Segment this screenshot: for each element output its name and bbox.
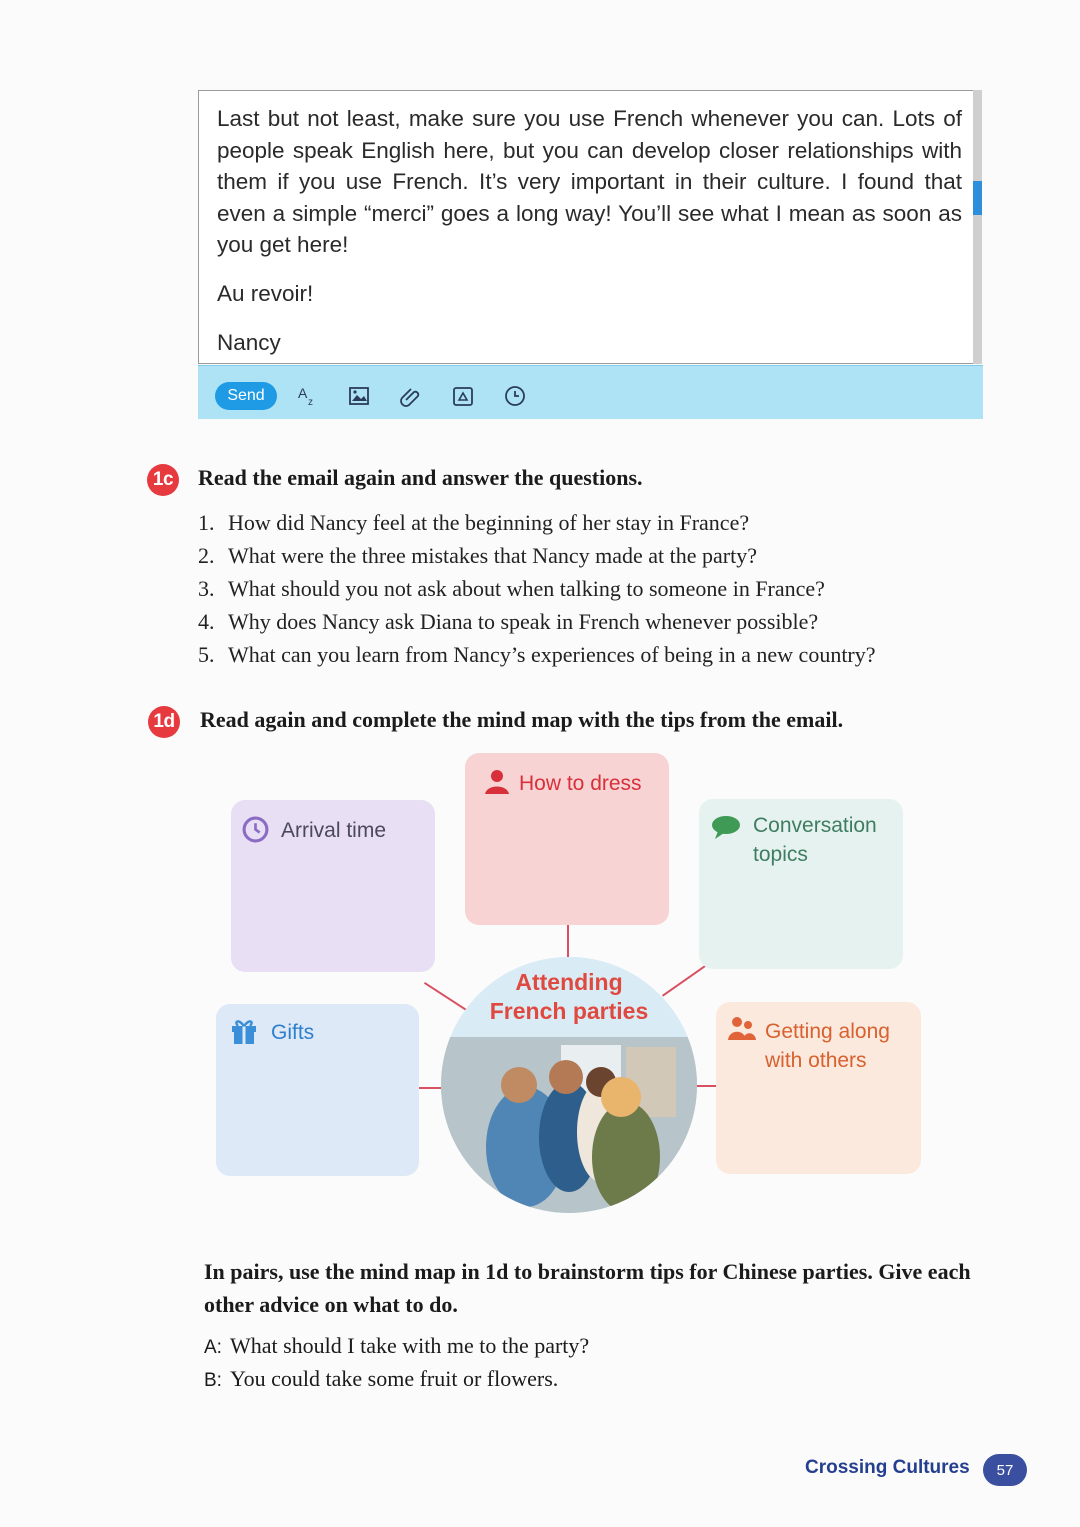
page-number-badge: 57 xyxy=(983,1454,1027,1486)
connector-line xyxy=(567,924,569,958)
dialog-line-b xyxy=(204,1366,558,1392)
arrival-time-label: Arrival time xyxy=(281,819,387,842)
conversation-topics-label xyxy=(753,811,877,869)
text-format-icon[interactable] xyxy=(295,382,321,410)
dialog-text: You could take some fruit or flowers. xyxy=(229,1366,559,1391)
exercise-badge-1c: 1c xyxy=(147,464,179,496)
getting-along-line2: with others xyxy=(765,1049,867,1072)
question-item xyxy=(198,539,876,572)
pairs-instruction: In pairs, use the mind map in 1d to brainstorm tips for Chinese parties. Give each other advice on what to do. xyxy=(204,1259,971,1317)
question-number: 1. xyxy=(198,510,215,535)
question-text: What were the three mistakes that Nancy made at the party? xyxy=(228,543,757,568)
question-number: 4. xyxy=(198,609,215,634)
conversation-topics-line2: topics xyxy=(753,843,808,866)
question-number: 3. xyxy=(198,576,215,601)
image-icon[interactable] xyxy=(346,382,372,410)
exercise-badge-1d: 1d xyxy=(148,706,180,738)
question-text: What can you learn from Nancy’s experiences of being in a new country? xyxy=(228,642,876,667)
people-icon xyxy=(727,1016,757,1047)
conversation-topics-line1: Conversation xyxy=(753,814,877,837)
dialog-text: What should I take with me to the party? xyxy=(229,1333,590,1358)
question-item xyxy=(198,605,876,638)
how-to-dress-label: How to dress xyxy=(519,772,642,795)
email-signature: Nancy xyxy=(217,330,281,355)
svg-text:z: z xyxy=(308,397,313,408)
exercise-1d-instruction: Read again and complete the mind map with the tips from the email. xyxy=(200,707,844,732)
speaker-label: B: xyxy=(204,1370,222,1391)
center-topic-line1: Attending xyxy=(515,969,623,995)
gifts-label: Gifts xyxy=(271,1021,315,1044)
send-button[interactable]: Send xyxy=(215,382,277,410)
clock-icon[interactable] xyxy=(502,382,528,410)
question-number: 2. xyxy=(198,543,215,568)
question-text: Why does Nancy ask Diana to speak in French whenever possible? xyxy=(228,609,819,634)
question-item xyxy=(198,506,876,539)
getting-along-line1: Getting along xyxy=(765,1020,890,1043)
exercise-1c-instruction: Read the email again and answer the questions. xyxy=(198,465,643,490)
connector-line xyxy=(419,1087,443,1089)
question-text: What should you not ask about when talking to someone in France? xyxy=(228,576,825,601)
email-closing: Au revoir! xyxy=(217,281,314,306)
email-scrollbar-thumb[interactable] xyxy=(973,181,982,215)
dialog-line-a xyxy=(204,1333,589,1359)
question-number: 5. xyxy=(198,642,215,667)
connector-line xyxy=(695,1085,718,1087)
gift-icon xyxy=(230,1016,258,1051)
getting-along-label xyxy=(765,1017,890,1075)
speech-bubble-icon xyxy=(710,814,742,845)
email-scrollbar[interactable] xyxy=(973,90,982,364)
email-body-text: Last but not least, make sure you use French whenever you can. Lots of people speak English here, but you can develop closer relationships with them if you use French. It’s very important in their culture. I found that even a simple “merci” goes a long way! You’ll see what I mean as soon as you get here! xyxy=(217,106,962,257)
drive-icon[interactable] xyxy=(450,382,476,410)
svg-text:A: A xyxy=(298,385,308,401)
footer-section-title: Crossing Cultures xyxy=(805,1457,970,1478)
person-icon xyxy=(483,768,511,801)
speaker-label: A: xyxy=(204,1337,222,1358)
question-list xyxy=(198,506,876,671)
attachment-icon[interactable] xyxy=(397,382,423,410)
question-text: How did Nancy feel at the beginning of her stay in France? xyxy=(228,510,750,535)
question-item xyxy=(198,572,876,605)
question-item xyxy=(198,638,876,671)
center-topic-label xyxy=(441,968,697,1026)
center-topic-line2: French parties xyxy=(489,998,649,1024)
clock-icon xyxy=(241,815,270,849)
